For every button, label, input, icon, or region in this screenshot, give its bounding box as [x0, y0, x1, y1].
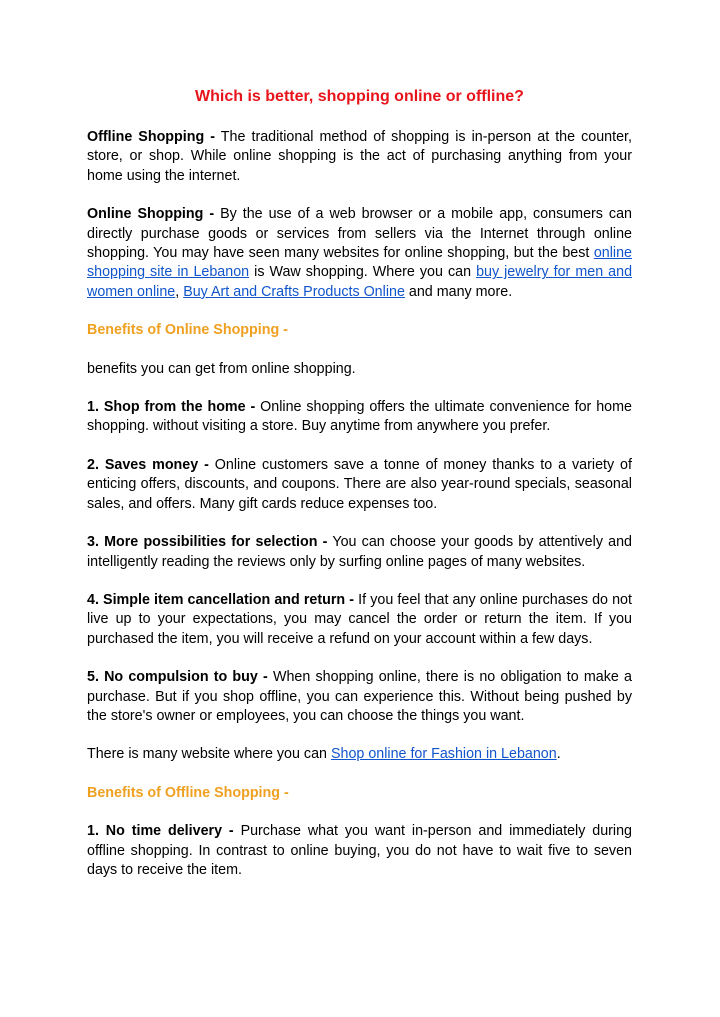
online-shopping-label: Online Shopping -: [87, 206, 215, 223]
online-benefit-text: Online customers save a tonne of money thanks to a variety of enticing offers, discounts, and coupons. There are also year-round specials, seasonal sales, and offers. Many gift cards reduce expenses too.: [87, 456, 632, 512]
online-benefit-label: 3. More possibilities for selection -: [87, 534, 328, 551]
art-crafts-link[interactable]: Buy Art and Crafts Products Online: [183, 283, 405, 300]
online-benefit-label: 4. Simple item cancellation and return -: [87, 591, 355, 608]
online-shopping-site-link[interactable]: online shopping site in Lebanon: [87, 245, 632, 281]
offline-benefit-text: Purchase what you want in-person and immediately during offline shopping. In contrast to online buying, you do not have to wait five to seven days to receive the item.: [87, 823, 632, 878]
jewelry-link[interactable]: buy jewelry for men and women online: [87, 264, 633, 300]
online-benefit-text: You can choose your goods by attentively and intelligently reading the reviews only by surfing online pages of many websites.: [87, 534, 632, 570]
online-benefit-label: 1. Shop from the home -: [87, 399, 256, 416]
online-benefit-text: Online shopping offers the ultimate convenience for home shopping. without visiting a store. Buy anytime from anywhere you prefer.: [87, 399, 632, 435]
online-benefit-text: If you feel that any online purchases do not live up to your expectations, you may cancel the order or return the item. If you purchased the item, you will receive a refund on your account within a few days.: [87, 591, 632, 647]
offline-benefits-heading: Benefits of Offline Shopping -: [87, 784, 289, 801]
document-content: [87, 86, 632, 899]
online-benefit-label: 5. No compulsion to buy -: [87, 669, 268, 686]
online-benefit-item: [87, 456, 632, 514]
fashion-line-end: .: [556, 746, 561, 763]
online-shopping-intro: [87, 205, 632, 302]
fashion-line: [87, 745, 632, 764]
fashion-link[interactable]: Shop online for Fashion in Lebanon: [330, 746, 557, 763]
online-benefit-item: [87, 591, 632, 649]
online-benefit-item: [87, 533, 632, 572]
page-title: Which is better, shopping online or offline?: [195, 88, 524, 105]
online-shopping-text-4: and many more.: [408, 283, 513, 300]
fashion-line-text: There is many website where you can: [87, 746, 327, 763]
online-shopping-text-2: is Waw shopping. Where you can: [254, 264, 472, 281]
online-benefits-heading: Benefits of Online Shopping -: [87, 322, 288, 339]
online-benefits-intro: benefits you can get from online shopping.: [87, 360, 356, 377]
online-benefit-item: [87, 668, 632, 726]
offline-benefit-item: [87, 822, 632, 880]
offline-shopping-text: The traditional method of shopping is in-person at the counter, store, or shop. While online shopping is the act of purchasing anything from your home using the internet.: [87, 129, 632, 184]
online-benefit-label: 2. Saves money -: [87, 456, 209, 473]
online-benefit-item: [87, 398, 632, 437]
online-shopping-text-3: ,: [175, 283, 180, 300]
offline-benefit-label: 1. No time delivery -: [87, 823, 234, 840]
offline-shopping-label: Offline Shopping -: [87, 129, 216, 145]
offline-shopping-intro: [87, 128, 632, 186]
online-benefit-text: When shopping online, there is no obligation to make a purchase. But if you shop offline, you can experience this. Without being pushed by the store's owner or employees, you can choose the things you want.: [87, 669, 632, 724]
online-shopping-text-1: By the use of a web browser or a mobile app, consumers can directly purchase goods or services from sellers via the Internet through online shopping. You may have seen many websites for online shopping, but the best: [87, 206, 632, 262]
